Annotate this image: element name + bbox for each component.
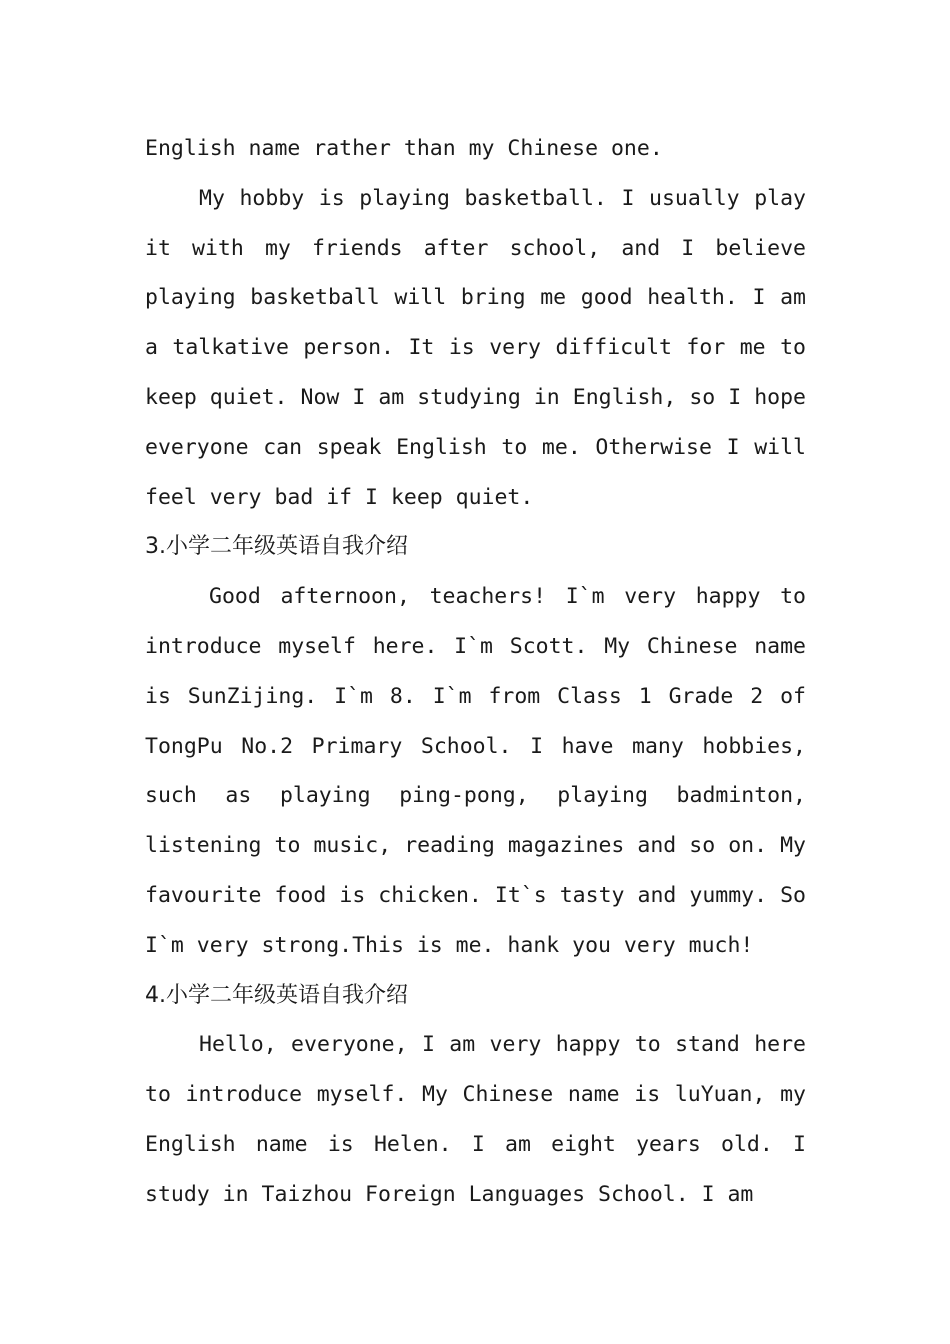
paragraph-scott: Good afternoon, teachers! I`m very happy to introduce myself here. I`m Scott. My Chinese name is SunZijing. I`m 8. I`m from Class 1 Grade 2 of TongPu No.2 Primary School. I have many hobbies, such as playing ping-pong, playing badminton, listening to music, reading magazines and so on. My favourite food is chicken. It`s tasty and yummy. So I`m very strong.This is me. hank you very much! bbox=[145, 584, 806, 958]
paragraph-helen: Hello, everyone, I am very happy to stand here to introduce myself. My Chinese name is luYuan, my English name is Helen. I am eight years old. I study in Taizhou Foreign Languages School. I am bbox=[145, 1032, 806, 1207]
section-heading-4: 4.小学二年级英语自我介绍 bbox=[145, 982, 408, 1008]
paragraph-continuation: English name rather than my Chinese one. bbox=[145, 136, 663, 161]
section-heading-3: 3.小学二年级英语自我介绍 bbox=[145, 534, 408, 560]
document-page bbox=[145, 124, 806, 1220]
paragraph-hobby: My hobby is playing basketball. I usually play it with my friends after school, and I believe playing basketball will bring me good health. I am a talkative person. It is very difficult for me to keep quiet. Now I am studying in English, so I hope everyone can speak English to me. Otherwise I will feel very bad if I keep quiet. bbox=[145, 185, 806, 510]
